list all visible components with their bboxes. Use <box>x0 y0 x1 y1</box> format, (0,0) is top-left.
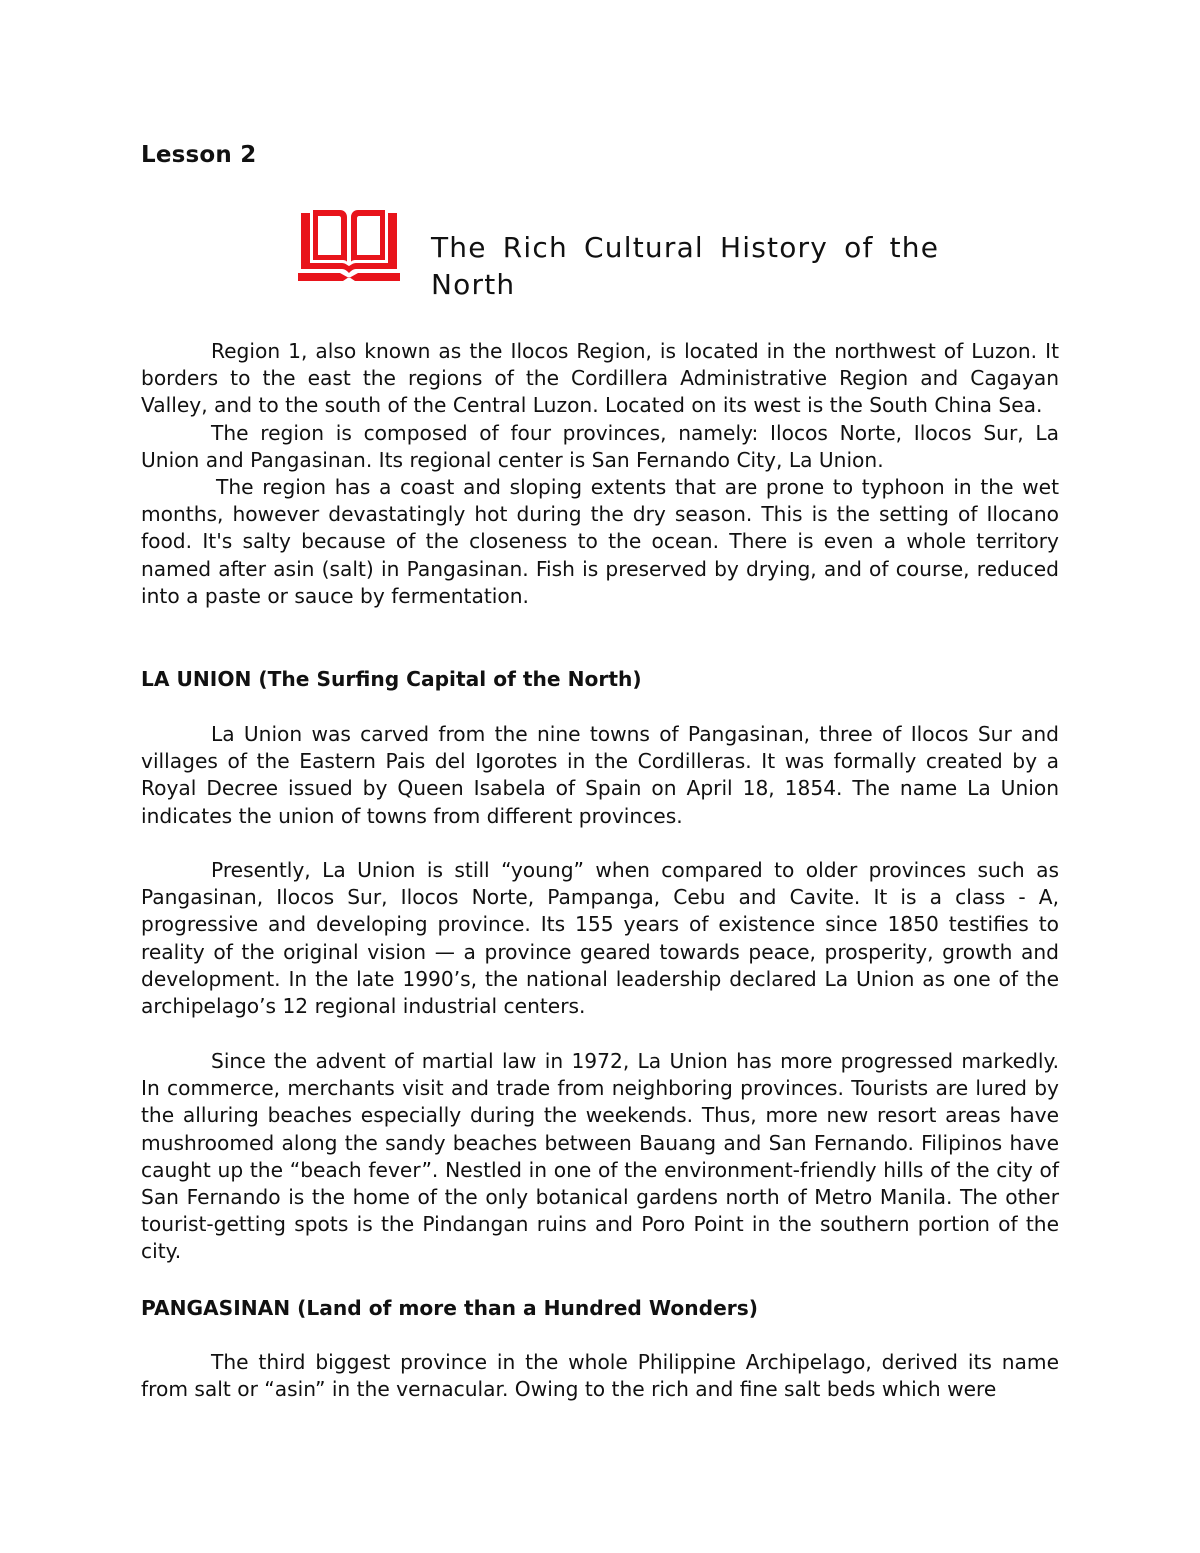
book-icon <box>298 207 400 283</box>
pangasinan-paragraph-1 <box>141 1349 1059 1403</box>
lesson-label: Lesson 2 <box>141 142 257 168</box>
la-union-heading: LA UNION (The Surfing Capital of the North) <box>141 667 642 691</box>
paragraph-text: La Union was carved from the nine towns of Pangasinan, three of Ilocos Sur and villages of the Eastern Pais del Igorotes in the Cordilleras. It was formally created by a Royal Decree issued by Queen Isabela of Spain on April 18, 1854. The name La Union indicates the union of towns from different provinces. <box>141 722 1059 828</box>
la-union-paragraph-3 <box>141 1048 1059 1266</box>
intro-section <box>141 338 1059 610</box>
intro-paragraph-3: The region has a coast and sloping extents that are prone to typhoon in the wet months, however devastatingly hot during the dry season. This is the setting of Ilocano food. It's salty because of the closeness to the ocean. There is even a whole territory named after asin (salt) in Pangasinan. Fish is preserved by drying, and of course, reduced into a paste or sauce by fermentation. <box>141 475 1059 608</box>
la-union-paragraph-2 <box>141 857 1059 1020</box>
lesson-title: The Rich Cultural History of the North <box>431 231 940 301</box>
intro-paragraph-2: The region is composed of four provinces, namely: Ilocos Norte, Ilocos Sur, La Union and Pangasinan. Its regional center is San Fernando City, La Union. <box>141 420 1059 472</box>
pangasinan-heading: PANGASINAN (Land of more than a Hundred Wonders) <box>141 1296 759 1320</box>
paragraph-text: Since the advent of martial law in 1972, La Union has more progressed markedly. In commerce, merchants visit and trade from neighboring provinces. Tourists are lured by the alluring beaches especially during the weekends. Thus, more new resort areas have mushroomed along the sandy beaches between Bauang and San Fernando. Filipinos have caught up the “beach fever”. Nestled in one of the environment-friendly hills of the city of San Fernando is the home of the only botanical gardens north of Metro Manila. The other tourist-getting spots is the Pindangan ruins and Poro Point in the southern portion of the city. <box>141 1049 1059 1264</box>
la-union-paragraph-1 <box>141 721 1059 830</box>
paragraph-text: Presently, La Union is still “young” when compared to older provinces such as Pangasinan, Ilocos Sur, Ilocos Norte, Pampanga, Cebu and Cavite. It is a class - A, progressive and developing province. Its 155 years of existence since 1850 testifies to reality of the original vision — a province geared towards peace, prosperity, growth and development. In the late 1990’s, the national leadership declared La Union as one of the archipelago’s 12 regional industrial centers. <box>141 858 1059 1019</box>
paragraph-text: The third biggest province in the whole Philippine Archipelago, derived its name from salt or “asin” in the vernacular. Owing to the rich and fine salt beds which were <box>141 1350 1059 1402</box>
intro-paragraph-1: Region 1, also known as the Ilocos Region, is located in the northwest of Luzon. It borders to the east the regions of the Cordillera Administrative Region and Cagayan Valley, and to the south of the Central Luzon. Located on its west is the South China Sea. <box>141 339 1059 418</box>
